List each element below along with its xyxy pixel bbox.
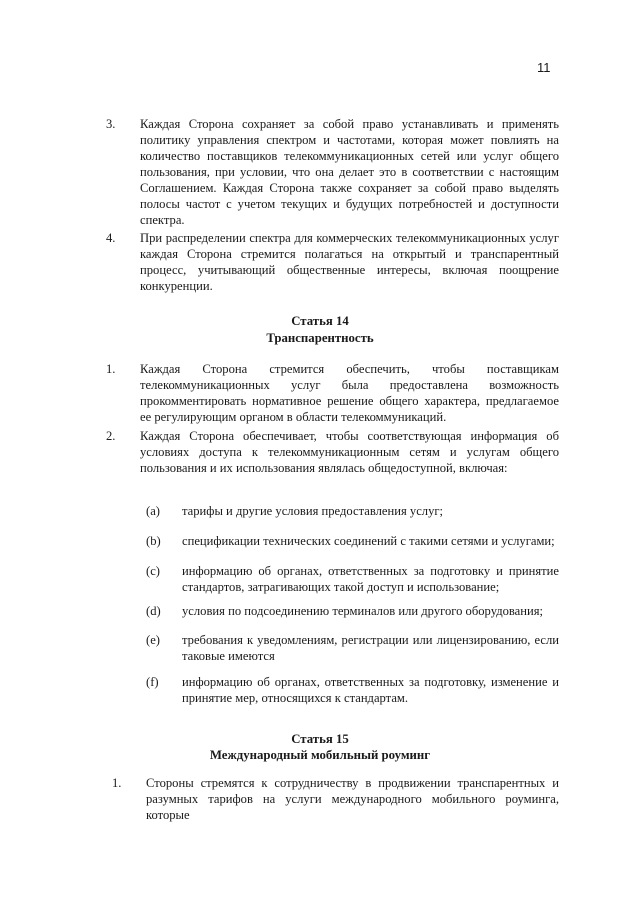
list-item-text: требования к уведомлениям, регистрации или лицензированию, если таковые имеются	[182, 633, 559, 663]
list-item-label: (e)	[146, 633, 160, 647]
paragraph-text: Каждая Сторона сохраняет за собой право устанавливать и применять политику управления спектром и частотами, которая может повлиять на количество поставщиков телекоммуникационных сетей или услуг общего пользования, при условии, что она делает это в соответствии с настоящим Соглашением. Каждая Сторона также сохраняет за собой право выделять полосы частот с учетом текущих и будущих потребностей и доступности спектра.	[140, 117, 559, 227]
page-number: 11	[537, 60, 551, 75]
list-item-label: (c)	[146, 564, 160, 578]
list-item-text: информацию об органах, ответственных за подготовку, изменение и принятие мер, относящихся к стандартам.	[182, 675, 559, 705]
paragraph-text: Каждая Сторона стремится обеспечить, чтобы поставщикам телекоммуникационных услуг была предоставлена возможность прокомментировать нормативное решение общего характера, предлагаемое ее регулирующим органом в области телекоммуникаций.	[140, 362, 559, 424]
list-item-label: (b)	[146, 534, 161, 548]
paragraph-text: При распределении спектра для коммерческих телекоммуникационных услуг каждая Сторона стремится полагаться на открытый и транспарентный процесс, учитывающий общественные интересы, включая поощрение конкуренции.	[140, 231, 559, 293]
paragraph-number: 2.	[106, 429, 116, 443]
article-14-subtitle: Транспарентность	[266, 331, 374, 345]
list-item-label: (a)	[146, 504, 160, 518]
article-15-title: Статья 15	[291, 732, 349, 746]
paragraph-number: 1.	[112, 776, 122, 790]
paragraph-number: 4.	[106, 231, 116, 245]
paragraph-text: Стороны стремятся к сотрудничеству в продвижении транспарентных и разумных тарифов на услуги международного мобильного роуминга, которые	[146, 776, 559, 822]
article-14-title: Статья 14	[291, 314, 349, 328]
list-item-text: условия по подсоединению терминалов или другого оборудования;	[182, 604, 544, 618]
list-item-label: (f)	[146, 675, 159, 689]
paragraph-number: 1.	[106, 362, 116, 376]
article-15-subtitle: Международный мобильный роуминг	[209, 748, 431, 762]
paragraph-text: Каждая Сторона обеспечивает, чтобы соответствующая информация об условиях доступа к телекоммуникационным сетям и услугам общего пользования и их использования являлась общедоступной, включая:	[140, 429, 559, 475]
paragraph-number: 3.	[106, 117, 116, 131]
list-item-text: информацию об органах, ответственных за подготовку и принятие стандартов, затрагивающих такой доступ и использование;	[182, 564, 559, 594]
list-item-text: тарифы и другие условия предоставления услуг;	[182, 504, 444, 518]
list-item-text: спецификации технических соединений с такими сетями и услугами;	[182, 534, 555, 548]
list-item-label: (d)	[146, 604, 161, 618]
